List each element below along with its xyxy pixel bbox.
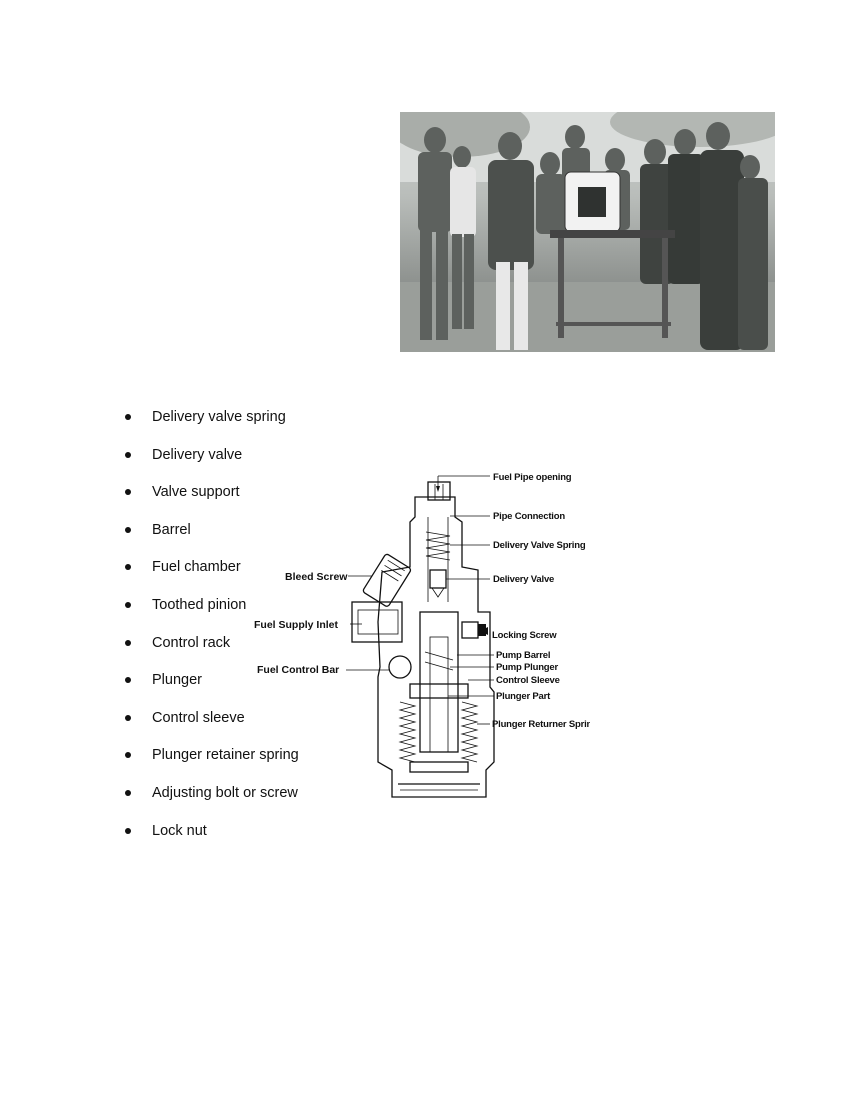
list-item: Toothed pinion [122,590,299,628]
bullet-icon [125,790,131,796]
list-item: Control rack [122,628,299,666]
bullet-icon [125,828,131,834]
label-plunger-returner-spring: Plunger Returner Spring [492,719,590,730]
label-pump-plunger: Pump Plunger [496,662,558,673]
workshop-photo-illustration [400,112,775,352]
list-item: Delivery valve [122,440,299,478]
label-fuel-pipe-opening: Fuel Pipe opening [493,472,572,483]
bullet-icon [125,640,131,646]
bullet-icon [125,715,131,721]
bullet-icon [125,414,131,420]
bullet-icon [125,752,131,758]
fuel-pump-drawing [250,462,590,812]
label-pipe-connection: Pipe Connection [493,511,565,522]
list-item: Adjusting bolt or screw [122,778,299,816]
label-plunger-part: Plunger Part [496,691,551,702]
bullet-icon [125,489,131,495]
list-item: Fuel chamber [122,552,299,590]
bullet-icon [125,677,131,683]
label-bleed-screw: Bleed Screw [285,571,348,583]
label-locking-screw: Locking Screw [492,630,557,641]
label-fuel-control-bar: Fuel Control Bar [257,664,340,676]
label-fuel-supply-inlet: Fuel Supply Inlet [254,619,339,631]
bullet-icon [125,527,131,533]
list-item: Control sleeve [122,703,299,741]
label-delivery-valve: Delivery Valve [493,574,555,585]
list-item: Plunger [122,665,299,703]
list-item: Valve support [122,477,299,515]
bullet-icon [125,564,131,570]
bullet-icon [125,452,131,458]
list-item: Plunger retainer spring [122,740,299,778]
workshop-photo [400,112,775,352]
label-delivery-valve-spring: Delivery Valve Spring [493,540,586,551]
label-control-sleeve: Control Sleeve [496,675,560,686]
bullet-icon [125,602,131,608]
label-pump-barrel: Pump Barrel [496,650,551,661]
fuel-pump-diagram [250,462,590,812]
list-item: Delivery valve spring [122,402,299,440]
list-item: Barrel [122,515,299,553]
list-item: Lock nut [122,816,299,854]
